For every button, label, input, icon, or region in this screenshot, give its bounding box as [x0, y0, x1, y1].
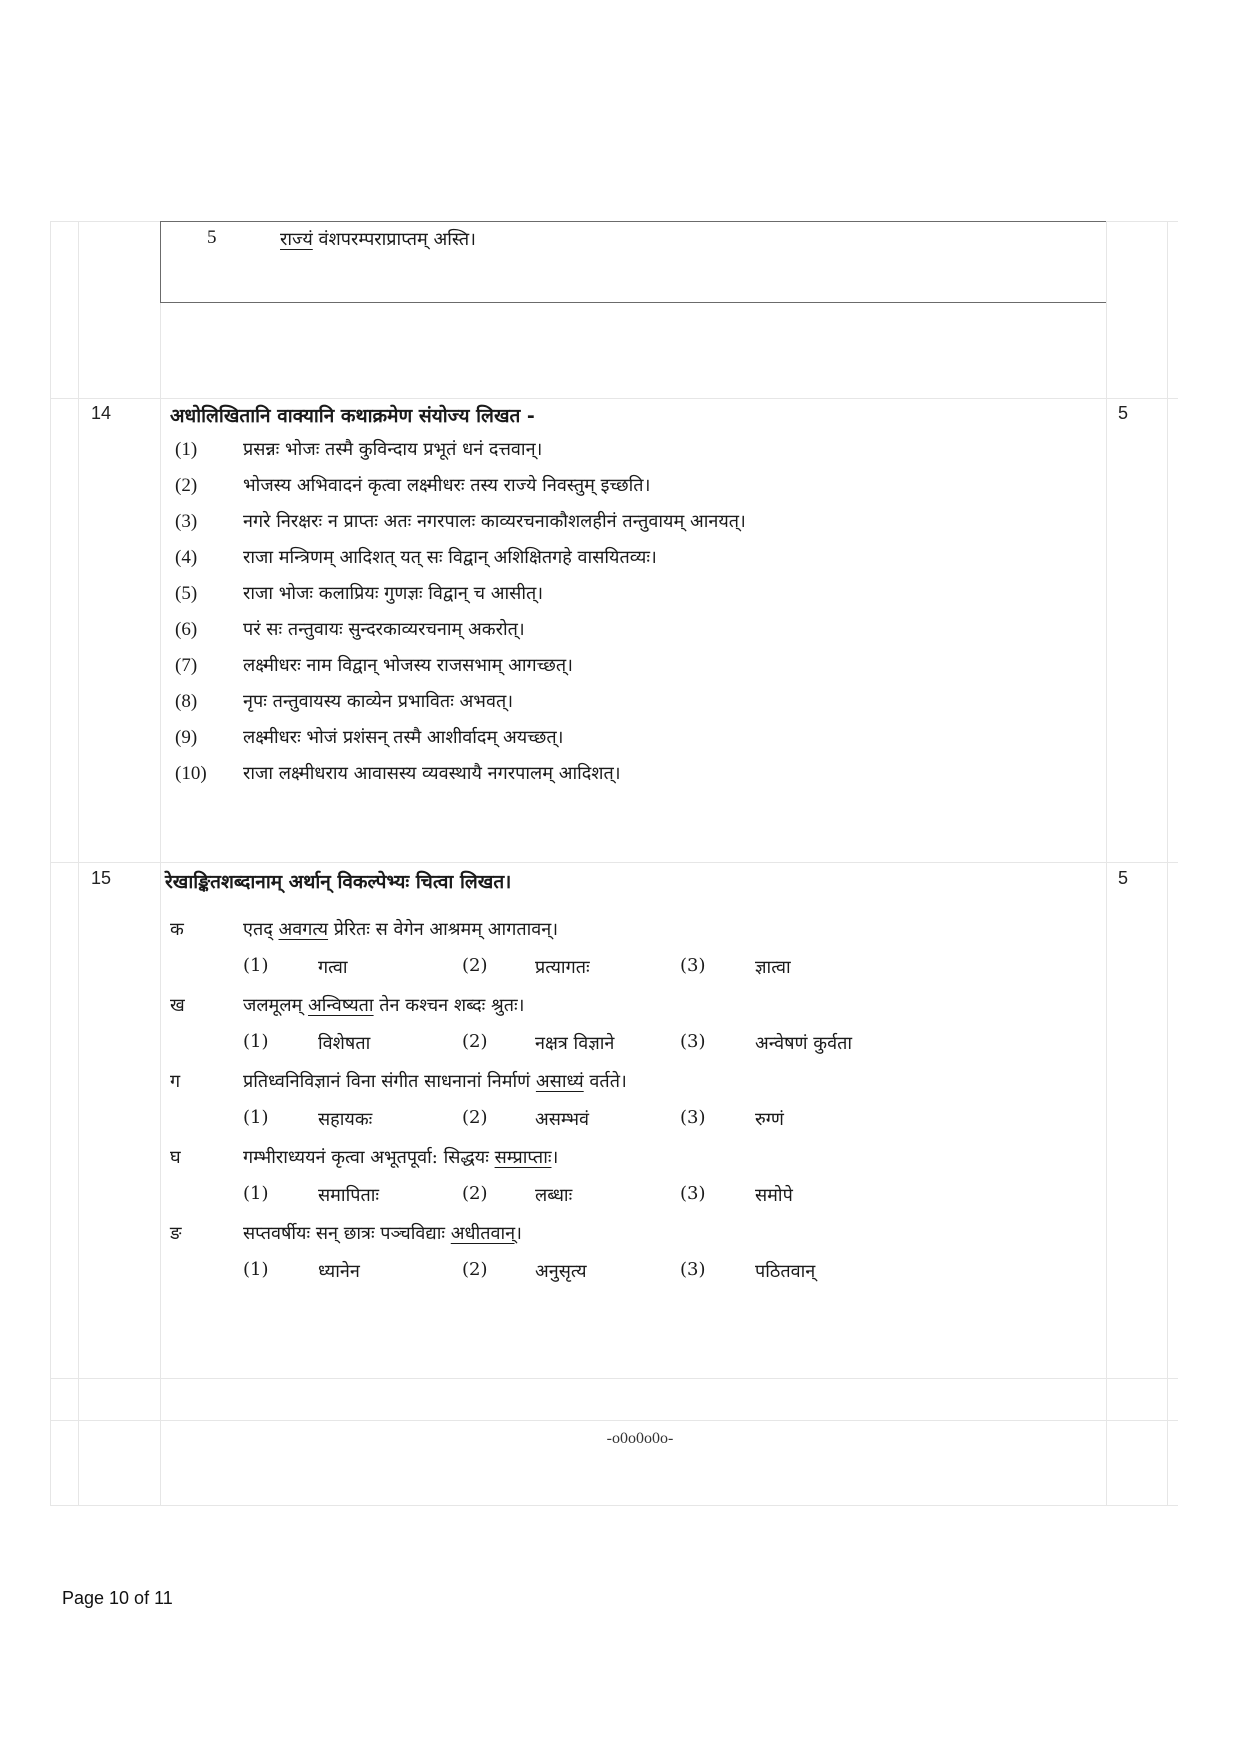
option-text: अन्वेषणं कुर्वता [755, 1033, 853, 1054]
option-number: (2) [462, 1031, 488, 1052]
item-number: (5) [175, 583, 198, 604]
list-item [175, 509, 746, 533]
sentence-post: । [551, 1147, 559, 1168]
list-item [175, 617, 525, 641]
option-text: गत्वा [318, 957, 348, 978]
item-text: राजा लक्ष्मीधराय आवासस्य व्यवस्थायै नगरपालम् आदिशत्। [243, 763, 621, 784]
option-text: ध्यानेन [318, 1261, 360, 1282]
option-text: अनुसृत्य [535, 1261, 587, 1282]
sentence-pre: जलमूलम् [243, 995, 309, 1016]
option-text: समापिताः [318, 1185, 380, 1206]
sub-question-label: ख [170, 995, 185, 1016]
sentence-post: तेन कश्चन शब्दः श्रुतः। [373, 995, 525, 1016]
item-text: राजा भोजः कलाप्रियः गुणज्ञः विद्वान् च आसीत्। [243, 583, 544, 604]
sentence-post: वर्तते। [583, 1071, 627, 1092]
option-number: (3) [680, 1107, 706, 1128]
item-number: (3) [175, 511, 198, 532]
list-item [175, 473, 650, 497]
item-text: नगरे निरक्षरः न प्राप्तः अतः नगरपालः काव्यरचनाकौशलहीनं तन्तुवायम् आनयत्। [243, 511, 746, 532]
option-number: (3) [680, 1183, 706, 1204]
top-item-post: वंशपरम्पराप्राप्तम् अस्ति। [312, 229, 477, 250]
list-item [175, 689, 513, 713]
sentence-pre: सप्तवर्षीयः सन् छात्रः पञ्चविद्याः [243, 1223, 451, 1244]
question-heading: रेखाङ्कितशब्दानाम् अर्थान् विकल्पेभ्यः चित्वा लिखत। [165, 871, 512, 893]
question-number: 14 [91, 403, 112, 423]
option-number: (3) [680, 1031, 706, 1052]
item-text: लक्ष्मीधरः भोजं प्रशंसन् तस्मै आशीर्वादम् अयच्छत्। [243, 727, 564, 748]
item-text: नृपः तन्तुवायस्य काव्येन प्रभावितः अभवत्। [243, 691, 514, 712]
item-number: (4) [175, 547, 198, 568]
top-item-underlined-word: राज्यं [280, 229, 313, 250]
option-number: (1) [243, 1259, 269, 1280]
list-item [175, 761, 621, 785]
option-number: (2) [462, 1107, 488, 1128]
item-number: (2) [175, 475, 198, 496]
option-number: (1) [243, 1031, 269, 1052]
sub-question-sentence [243, 1221, 522, 1245]
option-text: असम्भवं [535, 1109, 589, 1130]
question-heading: अधोलिखितानि वाक्यानि कथाक्रमेण संयोज्य लिखत - [170, 405, 535, 427]
sentence-pre: गम्भीराध्ययनं कृत्वा अभूतपूर्वा: सिद्धयः [243, 1147, 495, 1168]
option-text: प्रत्यागतः [535, 957, 590, 978]
underlined-word: अधीतवान् [450, 1223, 516, 1244]
page-number: Page 10 of 11 [62, 1588, 173, 1608]
list-item [175, 725, 563, 749]
underlined-word: असाध्यं [535, 1071, 584, 1092]
option-text: लब्धाः [535, 1185, 573, 1206]
list-item [175, 653, 573, 677]
item-number: (7) [175, 655, 198, 676]
item-number: (8) [175, 691, 198, 712]
option-number: (1) [243, 1107, 269, 1128]
option-text: नक्षत्र विज्ञाने [535, 1033, 615, 1054]
underlined-word: अन्विष्यता [308, 995, 374, 1016]
question-number: 15 [91, 868, 112, 888]
sentence-post: । [515, 1223, 522, 1244]
item-number: (10) [175, 763, 207, 784]
sub-question-label: क [170, 919, 184, 940]
sentence-post: प्रेरितः स वेगेन आश्रमम् आगतावन्। [328, 919, 559, 940]
underlined-word: अवगत्य [278, 919, 329, 940]
question-marks: 5 [1118, 868, 1129, 888]
list-item [175, 437, 542, 461]
underlined-word: सम्प्राप्ताः [494, 1147, 552, 1168]
option-text: सहायकः [318, 1109, 373, 1130]
item-text: परं सः तन्तुवायः सुन्दरकाव्यरचनाम् अकरोत्। [243, 619, 525, 640]
sub-question-label: ग [170, 1071, 181, 1092]
option-number: (2) [462, 1259, 488, 1280]
item-number: (1) [175, 439, 198, 460]
option-number: (1) [243, 955, 269, 976]
option-number: (1) [243, 1183, 269, 1204]
sentence-pre: प्रतिध्वनिविज्ञानं विना संगीत साधनानां निर्माणं [243, 1071, 536, 1092]
sub-question-sentence [243, 1069, 627, 1093]
item-text: राजा मन्त्रिणम् आदिशत् यत् सः विद्वान् अशिक्षितगहे वासयितव्यः। [243, 547, 657, 568]
top-item-number: 5 [207, 227, 217, 248]
sub-question-label: घ [170, 1147, 181, 1168]
option-number: (3) [680, 1259, 706, 1280]
question-marks: 5 [1118, 403, 1129, 423]
sub-question-sentence [243, 993, 525, 1017]
item-number: (9) [175, 727, 198, 748]
option-number: (2) [462, 955, 488, 976]
sub-question-sentence [243, 917, 558, 941]
list-item [175, 581, 543, 605]
item-text: लक्ष्मीधरः नाम विद्वान् भोजस्य राजसभाम् आगच्छत्। [243, 655, 573, 676]
top-item-text [280, 227, 476, 251]
option-text: समोपे [755, 1185, 793, 1206]
option-number: (3) [680, 955, 706, 976]
option-text: पठितवान् [755, 1261, 816, 1282]
item-text: भोजस्य अभिवादनं कृत्वा लक्ष्मीधरः तस्य राज्ये निवस्तुम् इच्छति। [243, 475, 651, 496]
item-text: प्रसन्नः भोजः तस्मै कुविन्दाय प्रभूतं धनं दत्तवान्। [243, 439, 543, 460]
option-text: रुग्णं [755, 1109, 784, 1130]
item-number: (6) [175, 619, 198, 640]
sub-question-sentence [243, 1145, 558, 1169]
sentence-pre: एतद् [243, 919, 279, 940]
option-number: (2) [462, 1183, 488, 1204]
list-item [175, 545, 657, 569]
end-of-paper-marker: -o0o0o0o- [606, 1430, 674, 1447]
sub-question-label: ङ [170, 1223, 182, 1244]
option-text: ज्ञात्वा [755, 957, 791, 978]
option-text: विशेषता [318, 1033, 371, 1054]
